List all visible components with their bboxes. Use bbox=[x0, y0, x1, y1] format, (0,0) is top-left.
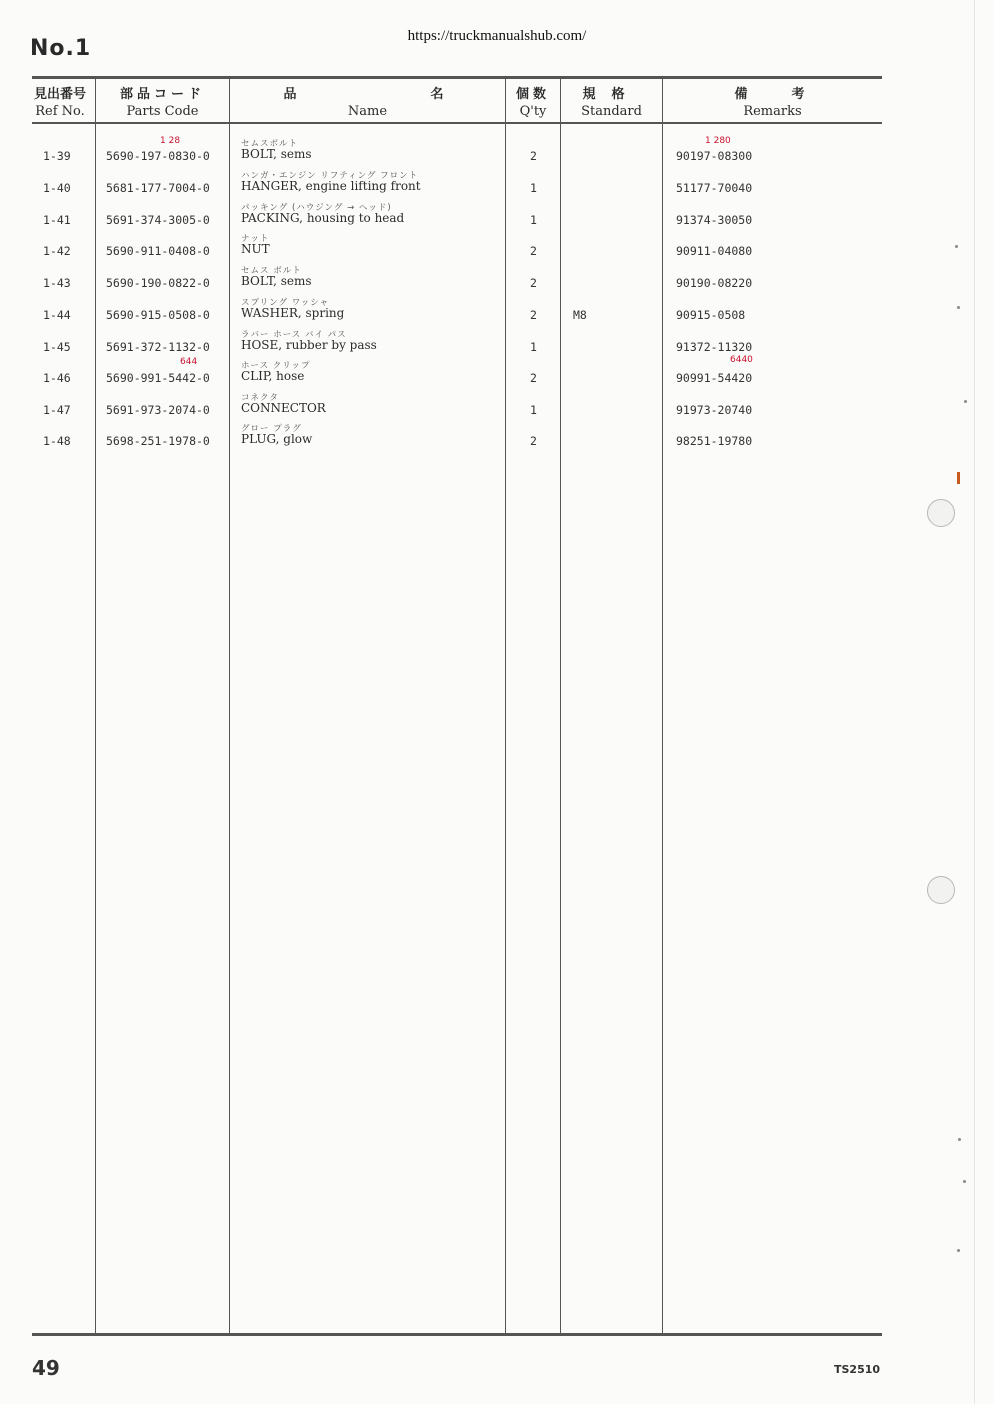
table-row bbox=[0, 138, 994, 170]
parts-code: 5690-911-0408-0 bbox=[106, 244, 210, 258]
parts-code: 5698-251-1978-0 bbox=[106, 434, 210, 448]
speck bbox=[957, 306, 960, 309]
name-kana: グロー プラグ bbox=[241, 424, 302, 434]
table-top-rule bbox=[32, 76, 882, 79]
remarks: 51177-70040 bbox=[676, 181, 753, 195]
table-row bbox=[0, 202, 994, 234]
quantity: 1 bbox=[530, 340, 537, 354]
part-name: CONNECTOR bbox=[241, 401, 326, 415]
remarks: 91973-20740 bbox=[676, 403, 753, 417]
header-ref: 見出番号 Ref No. bbox=[33, 87, 86, 119]
name-kana: ナット bbox=[241, 234, 270, 244]
name-kana: ホース クリップ bbox=[241, 361, 311, 371]
table-row bbox=[0, 170, 994, 202]
name-kana: パッキング (ハウジング → ヘッド) bbox=[241, 203, 392, 213]
name-kana: スプリング ワッシャ bbox=[241, 298, 330, 308]
table-row bbox=[0, 329, 994, 361]
name-kana: コネクタ bbox=[241, 393, 279, 403]
section-label: No.1 bbox=[30, 36, 92, 61]
parts-code: 5691-372-1132-0 bbox=[106, 340, 210, 354]
source-url[interactable]: https://truckmanualshub.com/ bbox=[407, 28, 587, 44]
remarks: 90915-0508 bbox=[676, 308, 746, 322]
binder-hole bbox=[927, 499, 955, 527]
standard: M8 bbox=[573, 308, 587, 322]
speck bbox=[964, 400, 967, 403]
quantity: 2 bbox=[530, 244, 537, 258]
ref-no: 1-41 bbox=[43, 213, 71, 227]
header-name: 品 名 Name bbox=[283, 87, 452, 119]
speck bbox=[955, 245, 958, 248]
part-name: PACKING, housing to head bbox=[241, 211, 405, 225]
remarks: 98251-19780 bbox=[676, 434, 753, 448]
ref-no: 1-43 bbox=[43, 276, 71, 290]
handwritten-correction: 1 28 bbox=[160, 136, 181, 146]
handwritten-correction: 644 bbox=[180, 357, 198, 367]
table-row bbox=[0, 392, 994, 424]
quantity: 1 bbox=[530, 213, 537, 227]
handwritten-correction: 1 280 bbox=[705, 136, 731, 146]
speck bbox=[958, 1138, 961, 1141]
part-name: CLIP, hose bbox=[241, 369, 305, 383]
table-row bbox=[0, 423, 994, 455]
ref-no: 1-39 bbox=[43, 149, 71, 163]
parts-code: 5690-915-0508-0 bbox=[106, 308, 210, 322]
table-bottom-rule bbox=[32, 1333, 882, 1336]
ref-no: 1-47 bbox=[43, 403, 71, 417]
parts-code: 5690-190-0822-0 bbox=[106, 276, 210, 290]
part-name: BOLT, sems bbox=[241, 274, 312, 288]
ref-no: 1-48 bbox=[43, 434, 71, 448]
table-row bbox=[0, 233, 994, 265]
ref-no: 1-42 bbox=[43, 244, 71, 258]
binder-hole bbox=[927, 876, 955, 904]
quantity: 2 bbox=[530, 308, 537, 322]
remarks: 90197-08300 bbox=[676, 149, 753, 163]
part-name: HANGER, engine lifting front bbox=[241, 179, 421, 193]
quantity: 2 bbox=[530, 149, 537, 163]
quantity: 2 bbox=[530, 371, 537, 385]
table-header-rule bbox=[32, 122, 882, 124]
parts-code: 5690-991-5442-0 bbox=[106, 371, 210, 385]
quantity: 2 bbox=[530, 434, 537, 448]
ref-no: 1-40 bbox=[43, 181, 71, 195]
quantity: 1 bbox=[530, 181, 537, 195]
header-qty: 個数 Q'ty bbox=[515, 87, 550, 119]
name-kana: ラバー ホース バイ パス bbox=[241, 330, 347, 340]
header-standard: 規格 Standard bbox=[581, 87, 642, 119]
parts-code: 5691-374-3005-0 bbox=[106, 213, 210, 227]
parts-code: 5690-197-0830-0 bbox=[106, 149, 210, 163]
name-kana: ハンガ・エンジン リフティング フロント bbox=[241, 171, 419, 181]
remarks: 91372-11320 bbox=[676, 340, 753, 354]
name-kana: セムス ボルト bbox=[241, 266, 302, 276]
part-name: PLUG, glow bbox=[241, 432, 313, 446]
model-code: TS2510 bbox=[834, 1363, 881, 1376]
remarks: 90991-54420 bbox=[676, 371, 753, 385]
header-parts-code: 部品コード Parts Code bbox=[119, 87, 205, 119]
page-number: 49 bbox=[32, 1356, 60, 1380]
table-row bbox=[0, 360, 994, 392]
remarks: 90911-04080 bbox=[676, 244, 753, 258]
header-remarks: 備 考 Remarks bbox=[734, 87, 811, 119]
remarks: 91374-30050 bbox=[676, 213, 753, 227]
pen-mark bbox=[957, 472, 960, 484]
table-row bbox=[0, 297, 994, 329]
part-name: NUT bbox=[241, 242, 270, 256]
part-name: HOSE, rubber by pass bbox=[241, 338, 377, 352]
ref-no: 1-45 bbox=[43, 340, 71, 354]
table-row bbox=[0, 265, 994, 297]
quantity: 1 bbox=[530, 403, 537, 417]
ref-no: 1-44 bbox=[43, 308, 71, 322]
part-name: WASHER, spring bbox=[241, 306, 345, 320]
speck bbox=[957, 1249, 960, 1252]
name-kana: セムスボルト bbox=[241, 139, 299, 149]
part-name: BOLT, sems bbox=[241, 147, 312, 161]
speck bbox=[963, 1180, 966, 1183]
remarks: 90190-08220 bbox=[676, 276, 753, 290]
quantity: 2 bbox=[530, 276, 537, 290]
parts-code: 5691-973-2074-0 bbox=[106, 403, 210, 417]
parts-code: 5681-177-7004-0 bbox=[106, 181, 210, 195]
handwritten-correction: 6440 bbox=[730, 355, 753, 365]
ref-no: 1-46 bbox=[43, 371, 71, 385]
